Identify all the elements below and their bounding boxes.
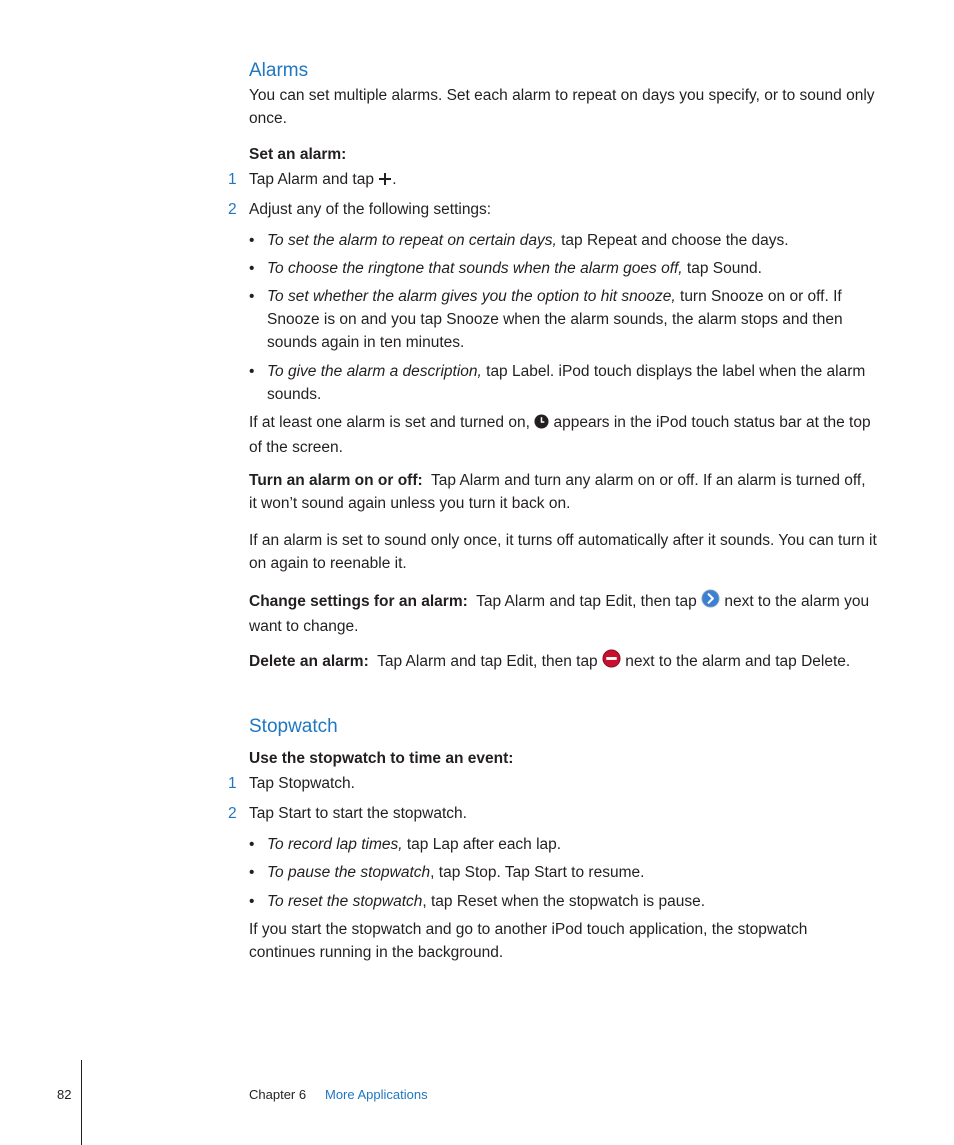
step-text: Tap Alarm and tap — [249, 171, 379, 188]
footer-chapter-label: Chapter 6 — [249, 1087, 307, 1102]
background-running-para: If you start the stopwatch and go to another iPod touch application, the stopwatch continues running in the background. — [249, 921, 808, 961]
bullet-text: turn Snooze on or off. If Snooze is on and you tap Snooze when the alarm sounds, the alarm stops and then sounds again in ten minutes. — [267, 288, 843, 351]
footer-chapter-title-link[interactable]: More Applications — [325, 1087, 428, 1102]
footer-divider — [81, 1060, 82, 1145]
bullet-italic: To set the alarm to repeat on certain days, — [267, 232, 557, 249]
bullet-text: , tap Stop. Tap Start to resume. — [430, 864, 645, 881]
detail-disclosure-icon — [701, 589, 720, 615]
stopwatch-step-1 — [228, 773, 878, 795]
stopwatch-bullet-pause: • To pause the stopwatch, tap Stop. Tap Start to resume. — [249, 864, 645, 881]
page-number: 82 — [57, 1087, 72, 1102]
use-stopwatch-heading: Use the stopwatch to time an event: — [249, 750, 514, 767]
step-text: Tap Start to start the stopwatch. — [249, 805, 467, 822]
bullet-text: tap Lap after each lap. — [402, 836, 562, 853]
bullet-text: tap Repeat and choose the days. — [556, 232, 789, 249]
bullet-italic: To record lap times, — [267, 836, 403, 853]
status-bar-para: If at least one alarm is set and turned on, appears in the iPod touch status bar at the top of the screen. — [249, 414, 871, 456]
alarm-step-2 — [228, 199, 878, 221]
bullet-italic: To set whether the alarm gives you the option to hit snooze, — [267, 288, 676, 305]
bullet-italic: To reset the stopwatch — [267, 893, 423, 910]
alarm-step-1 — [228, 169, 878, 193]
stopwatch-bullet-lap: • To record lap times, tap Lap after each lap. — [249, 836, 562, 853]
set-alarm-heading: Set an alarm: — [249, 146, 347, 163]
step-text: Adjust any of the following settings: — [249, 201, 492, 218]
alarms-intro: You can set multiple alarms. Set each alarm to repeat on days you specify, or to sound only once. — [249, 87, 875, 127]
bullet-text: tap Sound. — [682, 260, 762, 277]
delete-alarm-lead: Delete an alarm: — [249, 653, 369, 670]
bullet-italic: To pause the stopwatch — [267, 864, 431, 881]
alarms-heading: Alarms — [249, 60, 309, 81]
step-text: Tap Stopwatch. — [249, 775, 355, 792]
alarm-clock-icon — [534, 413, 549, 436]
alarm-bullet-repeat: • To set the alarm to repeat on certain days, tap Repeat and choose the days. — [249, 232, 789, 249]
alarm-bullet-label: • To give the alarm a description, tap Label. iPod touch displays the label when the alarm sounds. — [249, 363, 866, 403]
bullet-italic: To choose the ringtone that sounds when the alarm goes off, — [267, 260, 683, 277]
sound-once-para: If an alarm is set to sound only once, it turns off automatically after it sounds. You can turn it on again to reenable it. — [249, 532, 877, 572]
bullet-italic: To give the alarm a description, — [267, 363, 482, 380]
alarm-bullet-snooze: • To set whether the alarm gives you the option to hit snooze, turn Snooze on or off. If Snooze is on and you tap Snooze when the alarm sounds, the alarm stops and then sounds again in ten minutes. — [249, 288, 843, 351]
step-number: 2 — [228, 201, 237, 218]
alarm-bullet-ringtone: • To choose the ringtone that sounds when the alarm goes off, tap Sound. — [249, 260, 762, 277]
turn-alarm-on-off-para: Turn an alarm on or off: Tap Alarm and turn any alarm on or off. If an alarm is turned off, it won’t sound again unless you turn it back on. — [249, 472, 866, 512]
bullet-text: tap Label. iPod touch displays the label when the alarm sounds. — [267, 363, 866, 403]
turn-alarm-lead: Turn an alarm on or off: — [249, 472, 423, 489]
change-settings-para: Change settings for an alarm: Tap Alarm and tap Edit, then tap next to the alarm you want to change. — [249, 589, 877, 638]
stopwatch-bullet-reset: • To reset the stopwatch, tap Reset when the stopwatch is pause. — [249, 893, 706, 910]
step-number: 2 — [228, 805, 237, 822]
step-text-end: . — [392, 171, 397, 188]
stopwatch-step-2 — [228, 803, 878, 825]
delete-minus-icon — [602, 649, 621, 675]
step-number: 1 — [228, 775, 237, 792]
step-number: 1 — [228, 171, 237, 188]
change-settings-lead: Change settings for an alarm: — [249, 593, 468, 610]
stopwatch-heading: Stopwatch — [249, 716, 338, 737]
delete-alarm-para: Delete an alarm: Tap Alarm and tap Edit, then tap next to the alarm and tap Delete. — [249, 649, 877, 675]
bullet-text: , tap Reset when the stopwatch is pause. — [422, 893, 706, 910]
plus-icon — [378, 171, 392, 193]
